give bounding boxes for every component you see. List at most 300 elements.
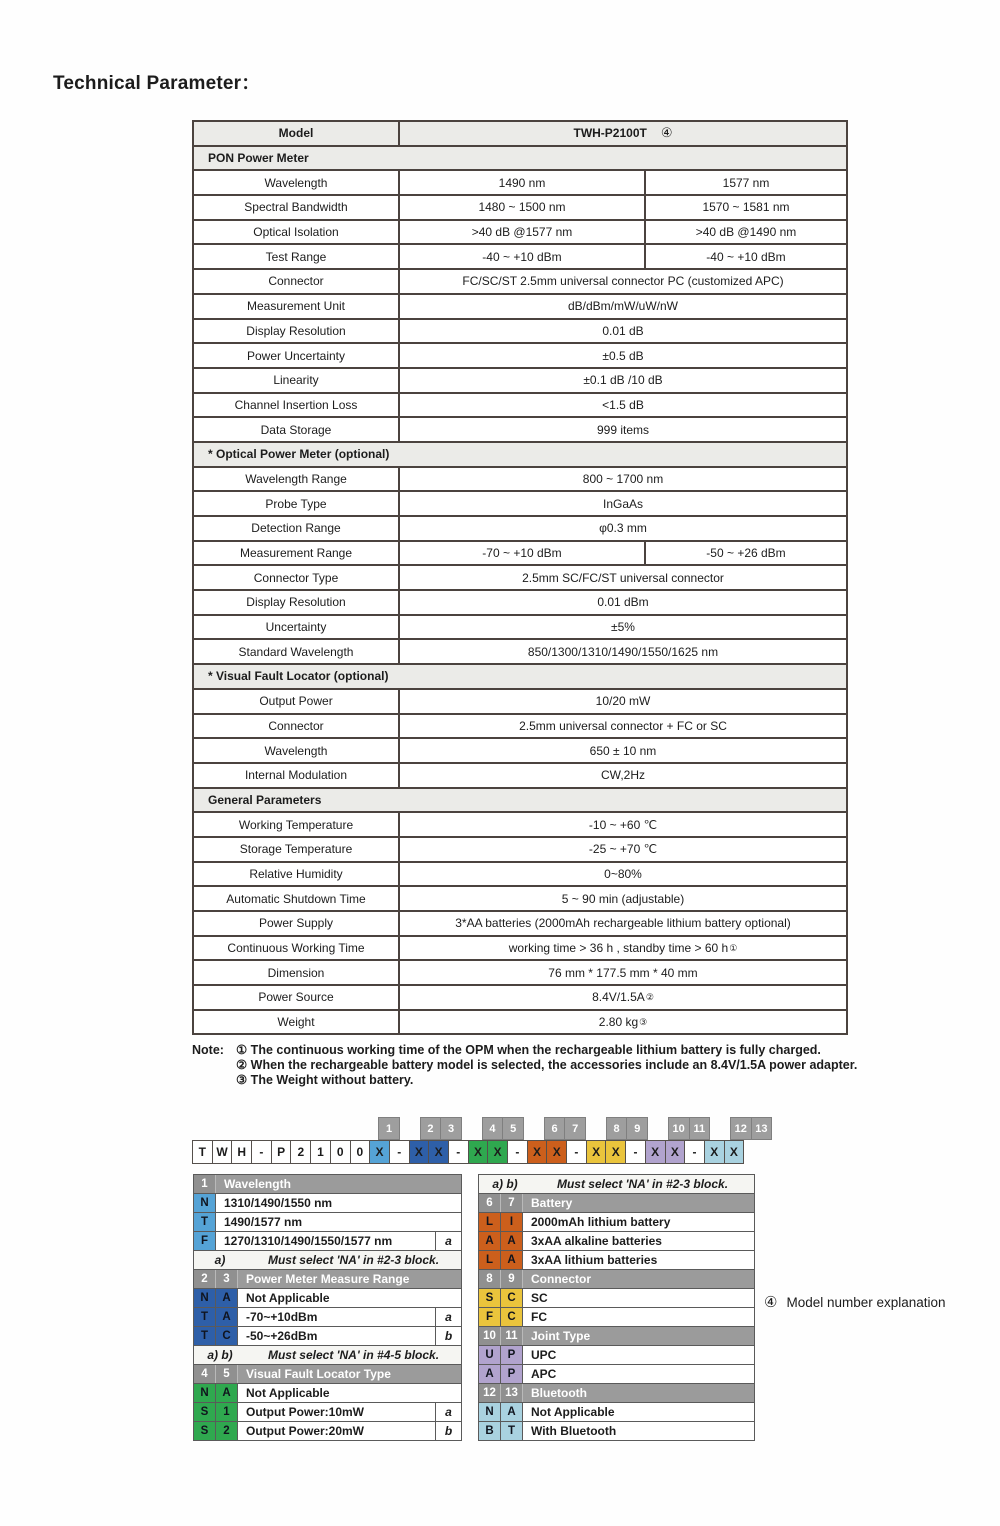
note-items xyxy=(236,1043,857,1088)
explanation-item-row xyxy=(478,1288,755,1308)
model-number-diagram xyxy=(193,1117,772,1164)
position-number-cell: 3 xyxy=(216,1270,238,1288)
position-number-slot xyxy=(400,1117,421,1140)
model-code-cell: X xyxy=(527,1140,548,1164)
spec-row xyxy=(194,591,846,616)
model-code-cell: 0 xyxy=(350,1140,371,1164)
spec-value-cell: InGaAs xyxy=(602,496,644,511)
spec-value-cell: 999 items xyxy=(596,422,650,437)
position-number-slot xyxy=(462,1117,483,1140)
model-code-cell: X xyxy=(605,1140,626,1164)
code-letter-cell: U xyxy=(479,1346,501,1364)
spec-value-cell: φ0.3 mm xyxy=(599,521,647,536)
code-letter-cell: A xyxy=(479,1232,501,1250)
spec-label-cell: Uncertainty xyxy=(194,616,400,639)
spec-value-cell: -50 ~ +26 dBm xyxy=(706,546,786,561)
model-position-number: 6 xyxy=(544,1117,566,1140)
spec-value-cell: ±5% xyxy=(611,620,635,635)
spec-label-cell: Relative Humidity xyxy=(194,863,400,886)
spec-label-cell: Weight xyxy=(194,1011,400,1034)
model-code-cell: W xyxy=(212,1140,233,1164)
spec-value-cell: 650 ± 10 nm xyxy=(589,743,657,758)
spec-label-cell: Power Supply xyxy=(194,912,400,935)
spec-model-row xyxy=(194,122,846,147)
position-number-slot xyxy=(296,1117,317,1140)
description-cell: -50~+26dBm xyxy=(246,1329,318,1343)
spec-value-cell: 0.01 dBm xyxy=(597,595,649,610)
spec-value-cell: -40 ~ +10 dBm xyxy=(706,249,786,264)
position-number-row xyxy=(193,1117,772,1140)
position-number-slot xyxy=(669,1117,690,1140)
spec-value-cell: 2.5mm universal connector + FC or SC xyxy=(519,718,727,733)
description-cell: -70~+10dBm xyxy=(246,1310,318,1324)
spec-row xyxy=(194,887,846,912)
spec-row xyxy=(194,690,846,715)
explanation-note-row xyxy=(193,1250,462,1270)
spec-label-cell: Display Resolution xyxy=(194,591,400,614)
position-number-slot xyxy=(731,1117,752,1140)
variant-tag-cell: b xyxy=(435,1422,461,1440)
code-letter-cell: S xyxy=(194,1403,216,1421)
spec-label-cell: Test Range xyxy=(194,245,400,268)
code-letter-cell: N xyxy=(479,1403,501,1421)
position-number-cell: 12 xyxy=(479,1384,501,1402)
spec-value-cell: 5 ~ 90 min (adjustable) xyxy=(561,891,685,906)
model-code-cell: X xyxy=(704,1140,725,1164)
model-code-cell: T xyxy=(192,1140,213,1164)
spec-row xyxy=(194,517,846,542)
note-item: ③ The Weight without battery. xyxy=(236,1073,414,1087)
spec-label-cell: Dimension xyxy=(194,961,400,984)
model-code-cell: - xyxy=(684,1140,705,1164)
spec-value-cell: ±0.1 dB /10 dB xyxy=(583,373,663,388)
position-number-cell: 6 xyxy=(479,1194,501,1212)
explanation-item-row xyxy=(478,1307,755,1327)
description-cell: 1270/1310/1490/1550/1577 nm xyxy=(224,1234,393,1248)
explanation-item-row xyxy=(193,1193,462,1213)
block-title: Visual Fault Locator Type xyxy=(246,1367,391,1381)
spec-section-title: * Visual Fault Locator (optional) xyxy=(194,665,846,688)
description-cell: 1490/1577 nm xyxy=(224,1215,303,1229)
spec-value-cell: 2.5mm SC/FC/ST universal connector xyxy=(522,570,724,585)
spec-value-cell: >40 dB @1490 nm xyxy=(695,225,797,240)
notes-block xyxy=(192,1043,857,1088)
spec-row xyxy=(194,863,846,888)
spec-value-cell: -40 ~ +10 dBm xyxy=(400,245,646,268)
model-position-number: 13 xyxy=(751,1117,773,1140)
variant-tag-cell: b xyxy=(435,1327,461,1345)
code-letter-cell: F xyxy=(479,1308,501,1326)
code-letter-cell: P xyxy=(501,1365,523,1383)
spec-row xyxy=(194,616,846,641)
spec-section-title: General Parameters xyxy=(194,789,846,812)
model-position-number: 5 xyxy=(502,1117,524,1140)
position-number-slot xyxy=(193,1117,214,1140)
block-title: Power Meter Measure Range xyxy=(246,1272,410,1286)
spec-value-cell: -10 ~ +60 ℃ xyxy=(588,817,658,832)
spec-value-cell: 2.80 kg ③ xyxy=(598,1015,648,1030)
position-number-cell: 10 xyxy=(479,1327,501,1345)
spec-label-cell: Linearity xyxy=(194,369,400,392)
spec-section-header xyxy=(194,789,846,814)
model-position-number: 4 xyxy=(482,1117,504,1140)
spec-label-cell: Wavelength Range xyxy=(194,468,400,491)
description-cell: With Bluetooth xyxy=(531,1424,617,1438)
position-number-slot xyxy=(276,1117,297,1140)
spec-row xyxy=(194,221,846,246)
model-code-cell: X xyxy=(586,1140,607,1164)
code-letter-cell: L xyxy=(479,1213,501,1231)
spec-value-cell: FC/SC/ST 2.5mm universal connector PC (customized APC) xyxy=(462,274,784,289)
model-code-cell: X xyxy=(409,1140,430,1164)
spec-label-cell: Connector xyxy=(194,715,400,738)
spec-row xyxy=(194,838,846,863)
model-position-number: 9 xyxy=(626,1117,648,1140)
explanation-item-row xyxy=(478,1421,755,1441)
spec-label-cell: Probe Type xyxy=(194,492,400,515)
code-letter-cell: A xyxy=(216,1289,238,1307)
explanation-item-row xyxy=(193,1383,462,1403)
explanation-item-row xyxy=(193,1212,462,1232)
spec-value-cell: 1490 nm xyxy=(400,171,646,194)
code-letter-cell: A xyxy=(501,1232,523,1250)
spec-row xyxy=(194,961,846,986)
position-number-slot xyxy=(586,1117,607,1140)
position-number-slot xyxy=(545,1117,566,1140)
description-cell: 1310/1490/1550 nm xyxy=(224,1196,333,1210)
model-code-cell: X xyxy=(665,1140,686,1164)
description-cell: Not Applicable xyxy=(246,1291,330,1305)
position-number-cell: 9 xyxy=(501,1270,523,1288)
model-code-cell: - xyxy=(448,1140,469,1164)
spec-label-cell: Model xyxy=(194,122,400,145)
model-code-cell: H xyxy=(231,1140,252,1164)
description-cell: FC xyxy=(531,1310,547,1324)
spec-label-cell: Working Temperature xyxy=(194,813,400,836)
spec-label-cell: Measurement Range xyxy=(194,542,400,565)
spec-row xyxy=(194,394,846,419)
spec-row xyxy=(194,245,846,270)
code-letter-cell: A xyxy=(501,1251,523,1269)
spec-section-header xyxy=(194,665,846,690)
model-code-cell: X xyxy=(724,1140,745,1164)
block-title: Wavelength xyxy=(224,1177,291,1191)
spec-label-cell: Detection Range xyxy=(194,517,400,540)
code-letter-cell: A xyxy=(216,1384,238,1402)
spec-value-cell: -25 ~ +70 ℃ xyxy=(588,842,658,857)
spec-row xyxy=(194,492,846,517)
explanation-table-left xyxy=(193,1175,462,1441)
spec-label-cell: Wavelength xyxy=(194,171,400,194)
spec-label-cell: Internal Modulation xyxy=(194,764,400,787)
spec-row xyxy=(194,715,846,740)
explanation-table-right xyxy=(478,1175,755,1441)
code-letter-cell: 2 xyxy=(216,1422,238,1440)
description-cell: 3xAA lithium batteries xyxy=(531,1253,658,1267)
note-item: ② When the rechargeable battery model is selected, the accessories include an 8.4V/1.5A power adapter. xyxy=(236,1058,858,1072)
model-position-number: 10 xyxy=(668,1117,690,1140)
spec-row xyxy=(194,739,846,764)
spec-label-cell: Storage Temperature xyxy=(194,838,400,861)
explanation-item-row xyxy=(193,1307,462,1327)
model-code-cell: - xyxy=(251,1140,272,1164)
position-number-slot xyxy=(648,1117,669,1140)
spec-value-cell: 1577 nm xyxy=(722,175,770,190)
spec-value-cell: 800 ~ 1700 nm xyxy=(582,471,664,486)
code-letter-cell: A xyxy=(501,1403,523,1421)
position-number-cell: 8 xyxy=(479,1270,501,1288)
position-number-cell: 5 xyxy=(216,1365,238,1383)
code-letter-cell: A xyxy=(216,1308,238,1326)
position-number-slot xyxy=(752,1117,773,1140)
spec-row xyxy=(194,196,846,221)
model-position-number: 12 xyxy=(730,1117,752,1140)
spec-label-cell: Optical Isolation xyxy=(194,221,400,244)
spec-section-header xyxy=(194,147,846,172)
explanation-header-row xyxy=(478,1269,755,1289)
note-text: Must select 'NA' in #2-3 block. xyxy=(556,1177,729,1191)
explanation-header-row xyxy=(478,1326,755,1346)
variant-tag-cell: a xyxy=(435,1232,461,1250)
block-title: Battery xyxy=(531,1196,573,1210)
variant-tag-cell: a xyxy=(435,1403,461,1421)
model-code-cell: 0 xyxy=(330,1140,351,1164)
code-letter-cell: I xyxy=(501,1213,523,1231)
model-code-cell: - xyxy=(389,1140,410,1164)
position-number-slot xyxy=(690,1117,711,1140)
code-letter-cell: T xyxy=(194,1327,216,1345)
code-letter-cell: C xyxy=(501,1289,523,1307)
spec-table xyxy=(192,120,848,1035)
code-letter-cell: 1 xyxy=(216,1403,238,1421)
spec-value-cell: 0~80% xyxy=(604,866,642,881)
spec-value-cell: 850/1300/1310/1490/1550/1625 nm xyxy=(527,644,719,659)
spec-value-cell: 76 mm * 177.5 mm * 40 mm xyxy=(548,965,698,980)
position-number-cell: 4 xyxy=(194,1365,216,1383)
description-cell: SC xyxy=(531,1291,548,1305)
spec-label-cell: Power Uncertainty xyxy=(194,344,400,367)
explanation-item-row xyxy=(478,1231,755,1251)
position-number-slot xyxy=(565,1117,586,1140)
code-letter-cell: A xyxy=(479,1365,501,1383)
spec-label-cell: Spectral Bandwidth xyxy=(194,196,400,219)
note-text: Must select 'NA' in #2-3 block. xyxy=(267,1253,440,1267)
spec-value-cell: dB/dBm/mW/uW/nW xyxy=(567,299,678,314)
caption-text: Model number explanation xyxy=(786,1294,946,1310)
code-letter-cell: S xyxy=(479,1289,501,1307)
explanation-item-row xyxy=(478,1345,755,1365)
position-number-slot xyxy=(255,1117,276,1140)
position-number-slot xyxy=(338,1117,359,1140)
spec-row xyxy=(194,344,846,369)
spec-row xyxy=(194,1011,846,1034)
model-code-row xyxy=(193,1140,772,1164)
note-item: ① The continuous working time of the OPM when the rechargeable lithium battery is fully charged. xyxy=(236,1043,821,1057)
explanation-item-row xyxy=(478,1250,755,1270)
spec-label-cell: Power Source xyxy=(194,986,400,1009)
explanation-item-row xyxy=(193,1288,462,1308)
spec-label-cell: Automatic Shutdown Time xyxy=(194,887,400,910)
explanation-header-row xyxy=(193,1364,462,1384)
spec-value-cell: >40 dB @1577 nm xyxy=(400,221,646,244)
spec-label-cell: Output Power xyxy=(194,690,400,713)
description-cell: APC xyxy=(531,1367,557,1381)
explanation-note-row xyxy=(478,1174,755,1194)
spec-section-title: * Optical Power Meter (optional) xyxy=(194,443,846,466)
block-title: Connector xyxy=(531,1272,591,1286)
description-cell: Not Applicable xyxy=(246,1386,330,1400)
spec-value-cell: -70 ~ +10 dBm xyxy=(400,542,646,565)
spec-value-cell: CW,2Hz xyxy=(600,768,645,783)
spec-value-cell: <1.5 dB xyxy=(602,397,644,412)
model-code-cell: X xyxy=(369,1140,390,1164)
explanation-item-row xyxy=(193,1421,462,1441)
code-letter-cell: L xyxy=(479,1251,501,1269)
spec-value-cell: 3*AA batteries (2000mAh rechargeable lithium battery optional) xyxy=(455,916,791,931)
position-number-slot xyxy=(483,1117,504,1140)
position-number-cell: 7 xyxy=(501,1194,523,1212)
position-number-slot xyxy=(421,1117,442,1140)
model-code-cell: 2 xyxy=(290,1140,311,1164)
spec-row xyxy=(194,640,846,665)
position-number-cell: 11 xyxy=(501,1327,523,1345)
model-code-cell: - xyxy=(507,1140,528,1164)
explanation-header-row xyxy=(478,1383,755,1403)
model-code-cell: X xyxy=(645,1140,666,1164)
spec-label-cell: Channel Insertion Loss xyxy=(194,394,400,417)
explanation-header-row xyxy=(193,1174,462,1194)
explanation-item-row xyxy=(193,1231,462,1251)
model-code-cell: X xyxy=(468,1140,489,1164)
code-letter-cell: F xyxy=(194,1232,216,1250)
spec-row xyxy=(194,813,846,838)
spec-row xyxy=(194,171,846,196)
model-code-cell: X xyxy=(487,1140,508,1164)
spec-label-cell: Wavelength xyxy=(194,739,400,762)
model-position-number: 2 xyxy=(420,1117,442,1140)
model-position-number: 1 xyxy=(378,1117,400,1140)
model-code-cell: - xyxy=(566,1140,587,1164)
note-prefix: a) xyxy=(214,1253,226,1267)
spec-section-title: PON Power Meter xyxy=(194,147,846,170)
spec-row xyxy=(194,270,846,295)
spec-row xyxy=(194,542,846,567)
description-cell: UPC xyxy=(531,1348,557,1362)
position-number-slot xyxy=(317,1117,338,1140)
spec-label-cell: Connector Type xyxy=(194,566,400,589)
spec-row xyxy=(194,566,846,591)
note-prefix: a) b) xyxy=(492,1177,518,1191)
code-letter-cell: T xyxy=(194,1308,216,1326)
model-position-number: 7 xyxy=(564,1117,586,1140)
model-code-cell: P xyxy=(271,1140,292,1164)
position-number-cell: 13 xyxy=(501,1384,523,1402)
explanation-item-row xyxy=(478,1402,755,1422)
model-position-number: 11 xyxy=(689,1117,711,1140)
position-number-cell: 2 xyxy=(194,1270,216,1288)
code-letter-cell: B xyxy=(479,1422,501,1440)
page-title: Technical Parameter： xyxy=(53,73,261,94)
spec-value-cell: 10/20 mW xyxy=(595,694,651,709)
spec-row xyxy=(194,937,846,962)
spec-row xyxy=(194,369,846,394)
model-code-cell: X xyxy=(428,1140,449,1164)
spec-label-cell: Connector xyxy=(194,270,400,293)
note-label: Note: xyxy=(192,1043,224,1057)
explanation-note-row xyxy=(193,1345,462,1365)
model-position-number: 3 xyxy=(440,1117,462,1140)
position-number-slot xyxy=(441,1117,462,1140)
description-cell: 2000mAh lithium battery xyxy=(531,1215,671,1229)
spec-value-cell: 0.01 dB xyxy=(602,323,644,338)
variant-tag-cell: a xyxy=(435,1308,461,1326)
explanation-header-row xyxy=(193,1269,462,1289)
spec-value-cell: 1570 ~ 1581 nm xyxy=(702,200,790,215)
code-letter-cell: P xyxy=(501,1346,523,1364)
spec-label-cell: Standard Wavelength xyxy=(194,640,400,663)
model-code-cell: X xyxy=(546,1140,567,1164)
description-cell: Not Applicable xyxy=(531,1405,615,1419)
spec-section-header xyxy=(194,443,846,468)
spec-row xyxy=(194,912,846,937)
spec-label-cell: Display Resolution xyxy=(194,320,400,343)
position-number-slot xyxy=(214,1117,235,1140)
note-prefix: a) b) xyxy=(207,1348,233,1362)
spec-label-cell: Measurement Unit xyxy=(194,295,400,318)
description-cell: 3xAA alkaline batteries xyxy=(531,1234,662,1248)
position-number-slot xyxy=(379,1117,400,1140)
position-number-slot xyxy=(607,1117,628,1140)
explanation-item-row xyxy=(478,1364,755,1384)
caption-ref-mark: ④ xyxy=(764,1294,778,1311)
spec-value-cell: 8.4V/1.5A ② xyxy=(592,990,654,1005)
code-letter-cell: N xyxy=(194,1194,216,1212)
model-number-caption xyxy=(764,1293,946,1311)
block-title: Joint Type xyxy=(531,1329,591,1343)
code-letter-cell: C xyxy=(501,1308,523,1326)
spec-label-cell: Continuous Working Time xyxy=(194,937,400,960)
explanation-item-row xyxy=(478,1212,755,1232)
explanation-item-row xyxy=(193,1326,462,1346)
position-number-slot xyxy=(234,1117,255,1140)
spec-label-cell: Data Storage xyxy=(194,418,400,441)
code-letter-cell: T xyxy=(501,1422,523,1440)
position-number-slot xyxy=(503,1117,524,1140)
model-ref-mark: ④ xyxy=(660,125,673,141)
position-number-cell: 1 xyxy=(194,1175,216,1193)
block-title: Bluetooth xyxy=(531,1386,587,1400)
position-number-slot xyxy=(627,1117,648,1140)
spec-row xyxy=(194,468,846,493)
code-letter-cell: N xyxy=(194,1289,216,1307)
spec-value-cell: ±0.5 dB xyxy=(602,348,644,363)
code-letter-cell: C xyxy=(216,1327,238,1345)
explanation-item-row xyxy=(193,1402,462,1422)
spec-row xyxy=(194,418,846,443)
spec-value-cell: working time > 36 h , standby time > 60 h ① xyxy=(508,941,738,956)
model-code-cell: 1 xyxy=(310,1140,331,1164)
position-number-slot xyxy=(710,1117,731,1140)
spec-row xyxy=(194,764,846,789)
model-position-number: 8 xyxy=(606,1117,628,1140)
spec-value-cell: TWH-P2100T ④ xyxy=(400,122,846,145)
description-cell: Output Power:10mW xyxy=(246,1405,365,1419)
description-cell: Output Power:20mW xyxy=(246,1424,365,1438)
note-text: Must select 'NA' in #4-5 block. xyxy=(267,1348,440,1362)
model-code-cell: - xyxy=(625,1140,646,1164)
explanation-header-row xyxy=(478,1193,755,1213)
spec-row xyxy=(194,295,846,320)
